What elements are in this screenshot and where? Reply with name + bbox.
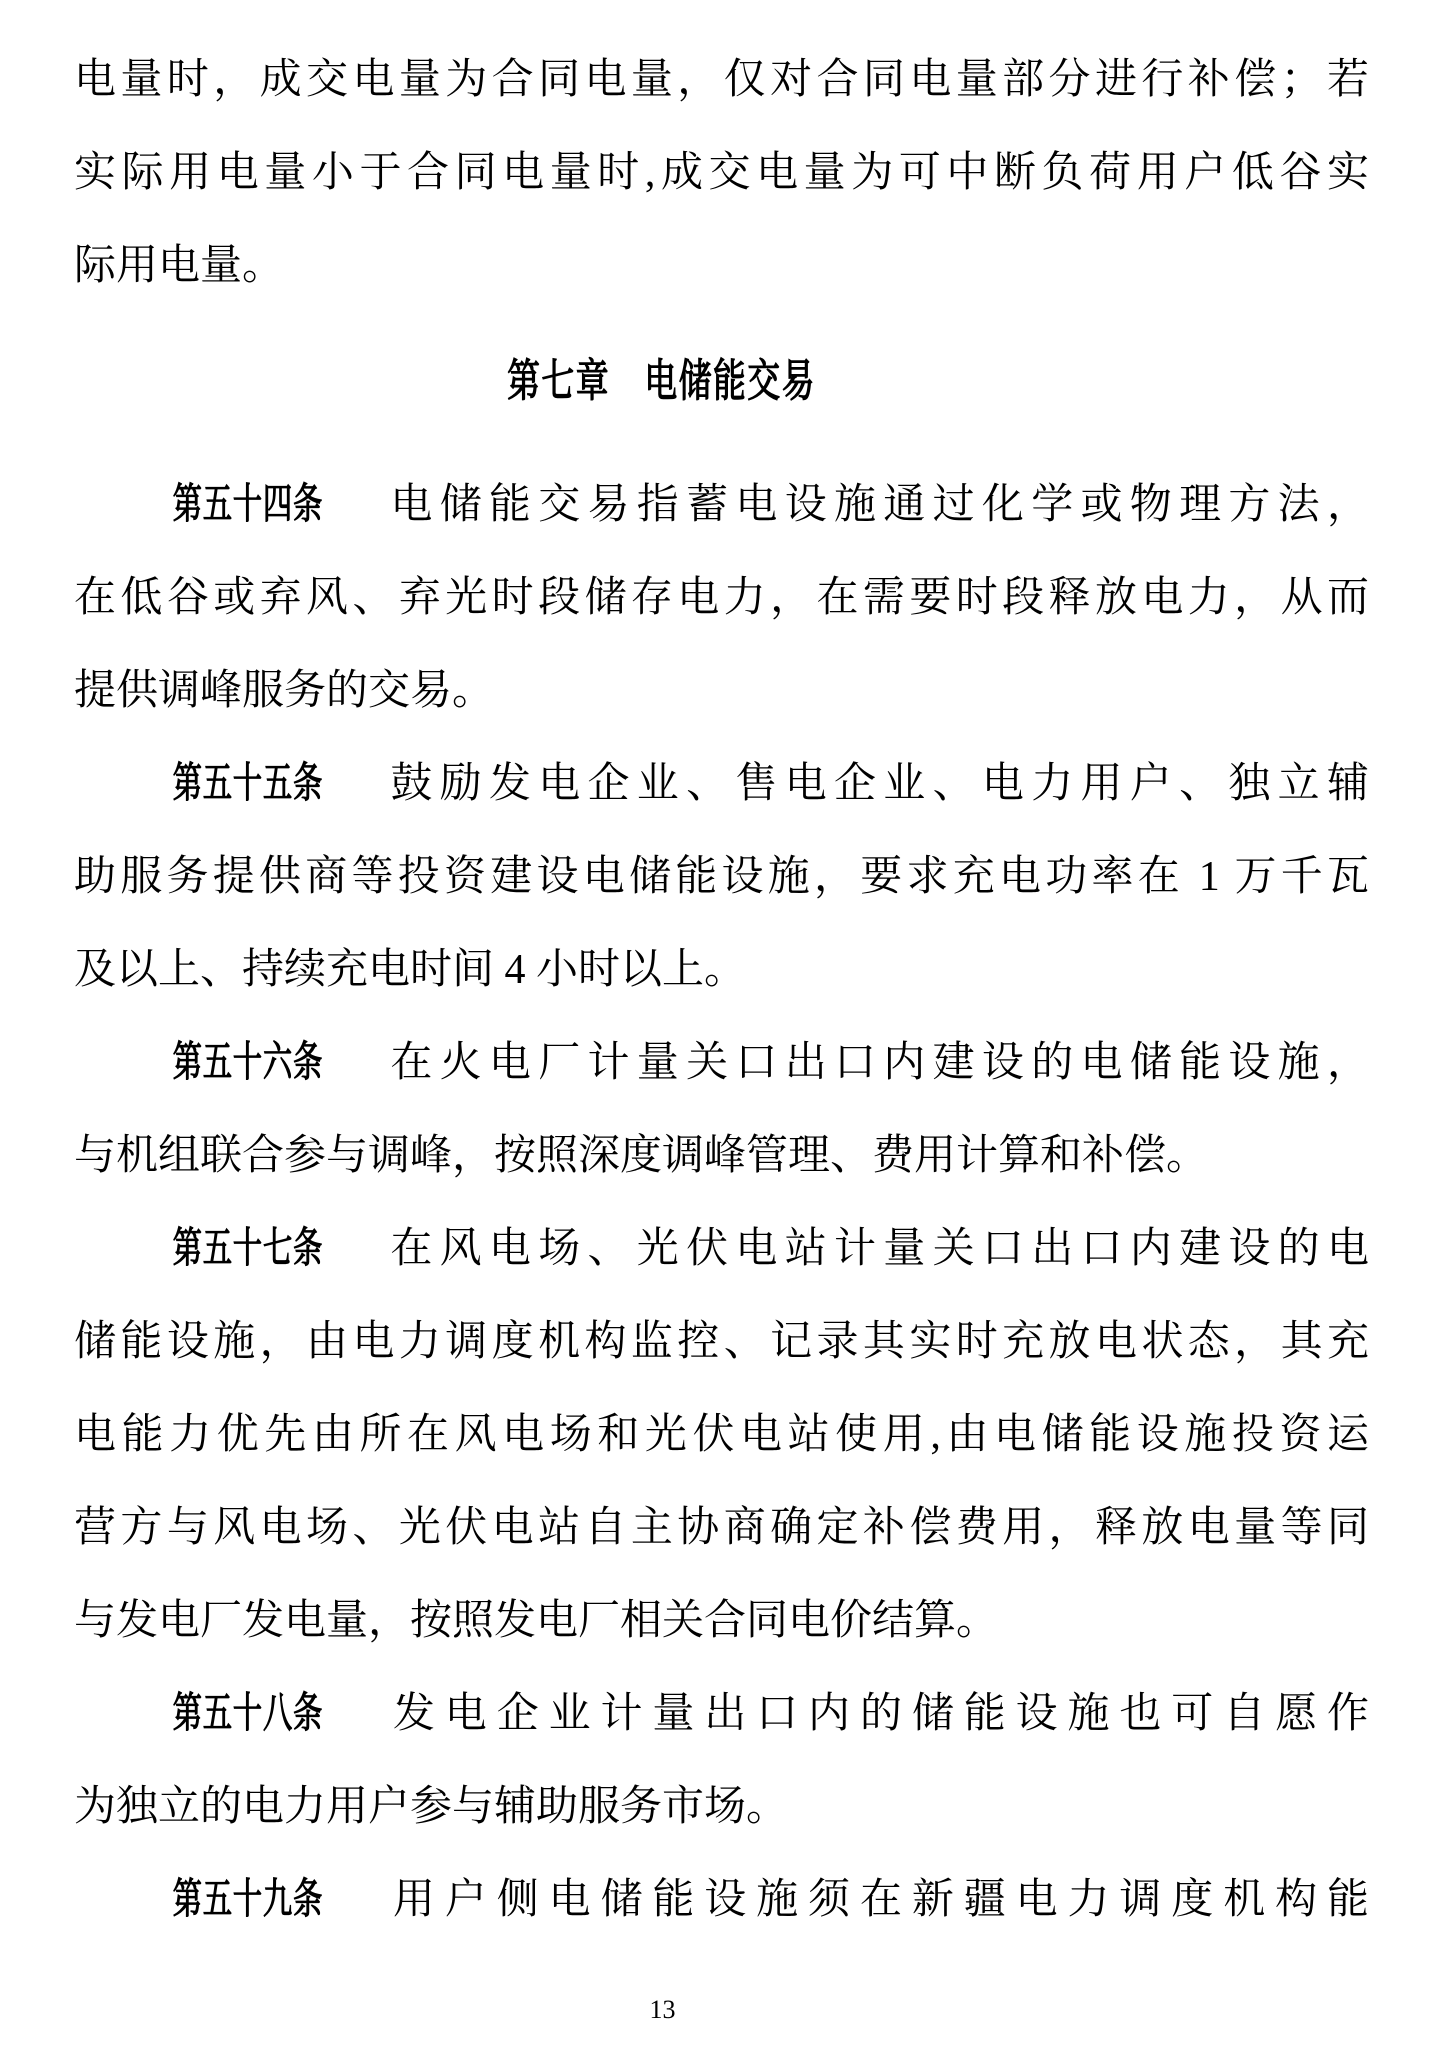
article-first-line: [74, 1203, 1369, 1296]
text-line: 及以上、持续充电时间 4 小时以上。: [74, 947, 747, 993]
article-text: 电储能交易指蓄电设施通过化学或物理方法，: [383, 482, 1369, 528]
article-first-line: [74, 459, 1369, 552]
article-number: 第五十六条: [172, 1040, 324, 1086]
article-number: 第五十九条: [172, 1877, 324, 1923]
article-text: 用户侧电储能设施须在新疆电力调度机构能: [383, 1877, 1369, 1923]
page-number: [0, 1995, 1435, 2025]
article-first-line: [74, 738, 1369, 831]
text-line: 实际用电量小于合同电量时,成交电量为可中断负荷用户低谷实: [74, 150, 1369, 196]
article-number: 第五十四条: [172, 482, 324, 528]
text-line: 电量时，成交电量为合同电量，仅对合同电量部分进行补偿；若: [74, 57, 1369, 103]
chapter-heading: [74, 333, 1369, 429]
text-line: 提供调峰服务的交易。: [74, 668, 495, 714]
page-number-value: 13: [649, 1995, 676, 2024]
article-text: 在火电厂计量关口出口内建设的电储能设施，: [383, 1040, 1369, 1086]
text-line: 储能设施，由电力调度机构监控、记录其实时充放电状态，其充: [74, 1319, 1369, 1365]
text-line: 际用电量。: [74, 243, 285, 289]
text-line: 与机组联合参与调峰，按照深度调峰管理、费用计算和补偿。: [74, 1133, 1209, 1179]
text-line: 助服务提供商等投资建设电储能设施，要求充电功率在 1 万千瓦: [74, 854, 1369, 900]
article-first-line: [74, 1668, 1369, 1761]
text-line: 为独立的电力用户参与辅助服务市场。: [74, 1784, 789, 1830]
article-number: 第五十七条: [172, 1226, 324, 1272]
text-line: 营方与风电场、光伏电站自主协商确定补偿费用，释放电量等同: [74, 1505, 1369, 1551]
article-first-line: [74, 1854, 1369, 1947]
article-number: 第五十八条: [172, 1691, 324, 1737]
chapter-heading-text: 第七章 电储能交易: [507, 356, 816, 406]
article-first-line: [74, 1017, 1369, 1110]
text-line: 电能力优先由所在风电场和光伏电站使用,由电储能设施投资运: [74, 1412, 1369, 1458]
article-text: 在风电场、光伏电站计量关口出口内建设的电: [383, 1226, 1369, 1272]
text-line: 与发电厂发电量，按照发电厂相关合同电价结算。: [74, 1598, 999, 1644]
article-text: 发电企业计量出口内的储能设施也可自愿作: [383, 1691, 1369, 1737]
document-body: [74, 34, 1369, 1947]
text-line: 在低谷或弃风、弃光时段储存电力，在需要时段释放电力，从而: [74, 575, 1369, 621]
article-number: 第五十五条: [172, 761, 324, 807]
article-text: 鼓励发电企业、售电企业、电力用户、独立辅: [383, 761, 1369, 807]
